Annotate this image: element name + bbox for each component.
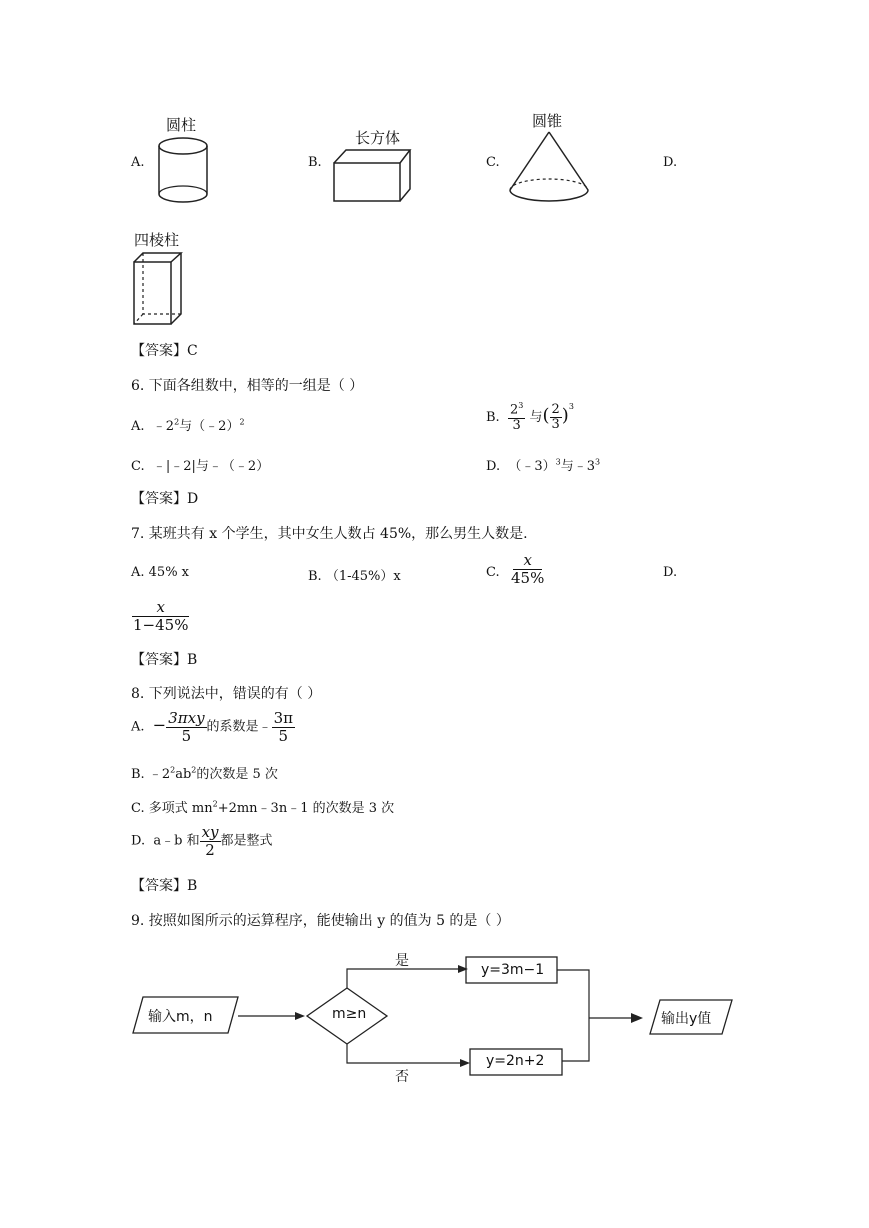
cone-label: 圆锥 (532, 112, 563, 130)
q7-option-b: B. （1-45%）x (308, 569, 401, 584)
q7-option-d-label: D. (663, 565, 678, 580)
q6-option-a: A. $﹣2^2$与（﹣2）$^2$ (131, 417, 245, 434)
q6-option-b: B. $\frac{2^3}{3}$ 与( $\frac{2}{3}$ )$^3$ (486, 401, 574, 433)
q8-answer: 【答案】B (131, 878, 198, 894)
prism-label: 四棱柱 (134, 231, 180, 249)
q5-option-a-label: A. (131, 155, 145, 170)
flow-top-box-text: y=3m−1 (481, 962, 545, 978)
q5-answer: 【答案】C (131, 343, 198, 359)
q6-option-c: C. ﹣|﹣2|与﹣（﹣2） (131, 459, 270, 474)
q7-stem: 7. 某班共有 x 个学生，其中女生人数占 45%，那么男生人数是. (131, 526, 528, 542)
q7-answer: 【答案】B (131, 652, 198, 668)
flow-bottom-box-text: y=2n+2 (486, 1053, 545, 1069)
q8-option-b: B. $﹣2^2ab^2$的次数是 5 次 (131, 765, 278, 782)
q7-option-c-label: C. (486, 565, 500, 580)
q7-option-c-fraction: $\frac{x}{45\%}$ (511, 551, 545, 587)
cylinder-label: 圆柱 (166, 116, 197, 134)
cuboid-figure (330, 145, 415, 207)
flowchart (125, 945, 745, 1090)
q8-option-d: D. a﹣b 和 $\frac{xy}{2}$ 都是整式 (131, 823, 273, 859)
q7-option-a: A. 45% x (131, 565, 190, 580)
flow-no-label: 否 (395, 1069, 409, 1085)
flow-output-text: 输出y值 (661, 1011, 712, 1027)
q9-stem: 9. 按照如图所示的运算程序，能使输出 y 的值为 5 的是（ ） (131, 913, 510, 929)
q5-option-c-label: C. (486, 155, 500, 170)
q8-option-c: C. 多项式 $mn^2+2mn﹣3n﹣1$ 的次数是 3 次 (131, 799, 395, 816)
q6-option-d: D. （﹣3）$^3$与$﹣3^3$ (486, 457, 601, 474)
q8-option-a: A. − $\frac{\text{3πxy}}{5}$ 的系数是﹣ $\frac{3\pi}{5}$ (131, 709, 293, 745)
cylinder-figure (150, 134, 216, 208)
q5-option-b-label: B. (308, 155, 322, 170)
q8-stem: 8. 下列说法中，错误的有（ ） (131, 686, 322, 702)
q5-option-d-label: D. (663, 155, 678, 170)
q6-stem: 6. 下面各组数中，相等的一组是（ ） (131, 378, 364, 394)
cone-figure (505, 130, 593, 210)
prism-figure (131, 250, 187, 330)
flow-input-text: 输入m，n (148, 1009, 213, 1025)
q6-answer: 【答案】D (131, 491, 199, 507)
flow-yes-label: 是 (395, 953, 409, 969)
cuboid-label: 长方体 (355, 129, 401, 147)
flow-condition-text: m≥n (332, 1006, 367, 1022)
q7-option-d-fraction: $\frac{x}{1-45\%}$ (133, 598, 189, 634)
